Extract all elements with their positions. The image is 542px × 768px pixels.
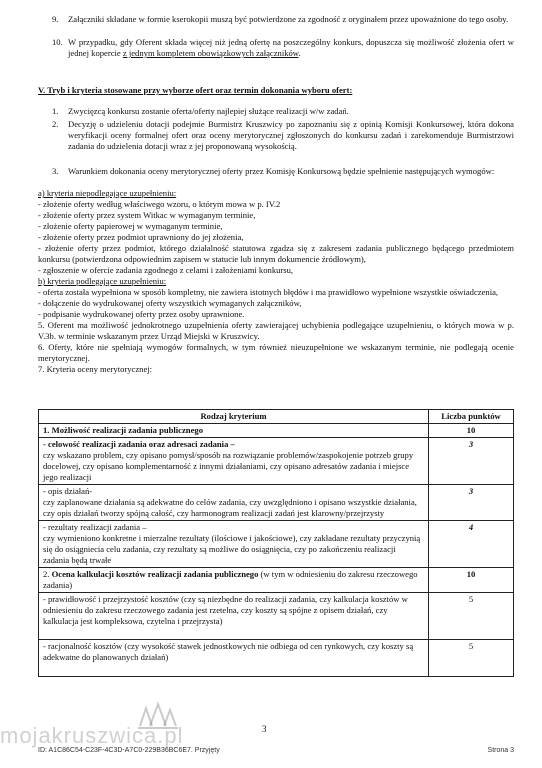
table-row: - prawidłowość i przejrzystość kosztów (czy są niezbędne do realizacji zadania, czy kalkulacja kosztów w odniesieniu do zakresu rzeczowego zadania jest rzetelna, czy koszty są spójne z opisem działań, czy kalkulacja jest kompleksowa, czytelna i przejrzysta) 5 (39, 593, 514, 640)
footer-id: ID: A1C86C54-C23F-4C3D-A7C0-229B36BC6E7. Przyjęty (38, 747, 220, 754)
table-row: - celowość realizacji zadania oraz adresaci zadania – czy wskazano problem, czy opisano pomysł/sposób na rozwiązanie problemów/zaspokojenie potrzeb grupy docelowej, czy opisano komplementarność z innymi działaniami, czy opisano adresatów zadania i miejsce jego realizacji 3 (39, 438, 514, 485)
item-9: 9. Załączniki składane w formie kserokopii muszą być potwierdzone za zgodność z oryginałem przez upoważnione do tego osoby. (52, 14, 509, 24)
footer-page: Strona 3 (487, 747, 514, 754)
table-header-row (39, 410, 514, 424)
header-criterion: Rodzaj kryterium (39, 410, 429, 424)
page-number: 3 (262, 724, 267, 734)
table-row: 1. Możliwość realizacji zadania publicznego 10 (39, 424, 514, 438)
watermark-text: mojakruszwica.pl (0, 723, 184, 748)
section-v-heading: V. Tryb i kryteria stosowane przy wyborze ofert oraz termin dokonania wyboru ofert: (38, 85, 353, 95)
criteria-a: a) kryteria niepodlegające uzupełnieniu: - złożenie oferty według właściwego wzoru, o którym mowa w p. IV.2 - złożenie oferty przez system Witkac w wymaganym terminie, - złożenie oferty papierowej w wymaganym terminie, - złożenie oferty przez podmiot uprawniony do jej złożenia, - złożenie oferty przez podmiot, którego działalność statutowa zgadza się z zakresem zadania publicznego będącego przedmiotem konkursu (potwierdzona odpowiednim zapisem w statucie lub innym dokumencie źródłowym), - zgłoszenie w ofercie zadania zgodnego z celami i założeniami konkursu, b) kryteria podlegające uzupełnieniu: - oferta została wypełniona w sposób kompletny, nie zawiera istotnych błędów i ma prawidłowo wypełnione wszystkie oświadczenia, - dołączenie do wydrukowanej oferty wszystkich wymaganych załączników, - podpisanie wydrukowanej oferty przez osoby uprawnione. 5. Oferent ma możliwość jednokrotnego uzupełnienia oferty zawierającej uchybienia podlegające uzupełnieniu, o których mowa w p. V.3b. w terminie wskazanym przez Urząd Miejski w Kruszwicy. 6. Oferty, które nie spełniają wymogów formalnych, w tym również nieuzupełnione we wskazanym terminie, nie podlegają ocenie merytorycznej. 7. Kryteria oceny merytorycznej: (38, 188, 514, 374)
section-v-item-3: 3. Warunkiem dokonania oceny merytorycznej oferty przez Komisję Konkursową będzie spełnienie następujących wymogów: (52, 166, 495, 176)
table-row: - racjonalność kosztów (czy wysokość stawek jednostkowych nie odbiega od cen rynkowych, czy koszty są adekwatne do planowanych działań) 5 (39, 640, 514, 677)
section-v-item-2: 2. Decyzję o udzieleniu dotacji podejmie Burmistrz Kruszwicy po zapoznaniu się z opinią Komisji Konkursowej, która dokona weryfikacji oceny formalnej ofert oraz oceny merytorycznej zgłoszonych do konkursu zadań i zarekomenduje Burmistrzowi zadania do udzielenia dotacji wraz z jej proponowaną wysokością. (52, 119, 514, 151)
criteria-table (38, 409, 514, 677)
table-row: - opis działań- czy zaplanowane działania są adekwatne do celów zadania, czy uwzględniono i opisano wszystkie działania, czy opis działań tworzy spójną całość, czy harmonogram realizacji zadań jest klarowny/przejrzysty 3 (39, 485, 514, 521)
section-v-item-1: 1. Zwycięzcą konkursu zostanie oferta/oferty najlepiej służące realizacji w/w zadań. (52, 106, 349, 116)
header-points: Liczba punktów (429, 410, 514, 424)
table-row: - rezultaty realizacji zadania – czy wymieniono konkretne i mierzalne rezultaty (ilościowe i jakościowe), czy zakładane rezultaty przyczynią się do osiągniecia celu zadania, czy rezultaty są możliwe do osiągnięcia, czy po zakończeniu realizacji zadania będą trwałe 4 (39, 521, 514, 568)
table-row: 2. Ocena kalkulacji kosztów realizacji zadania publicznego (w tym w odniesieniu do zakresu rzeczowego zadania) 10 (39, 568, 514, 593)
item-10: 10. W przypadku, gdy Oferent składa więcej niż jedną ofertę na poszczególny konkurs, dopuszcza się możliwość złożenia ofert w jednej kopercie z jednym kompletem obowiązkowych załączników. (52, 37, 514, 58)
